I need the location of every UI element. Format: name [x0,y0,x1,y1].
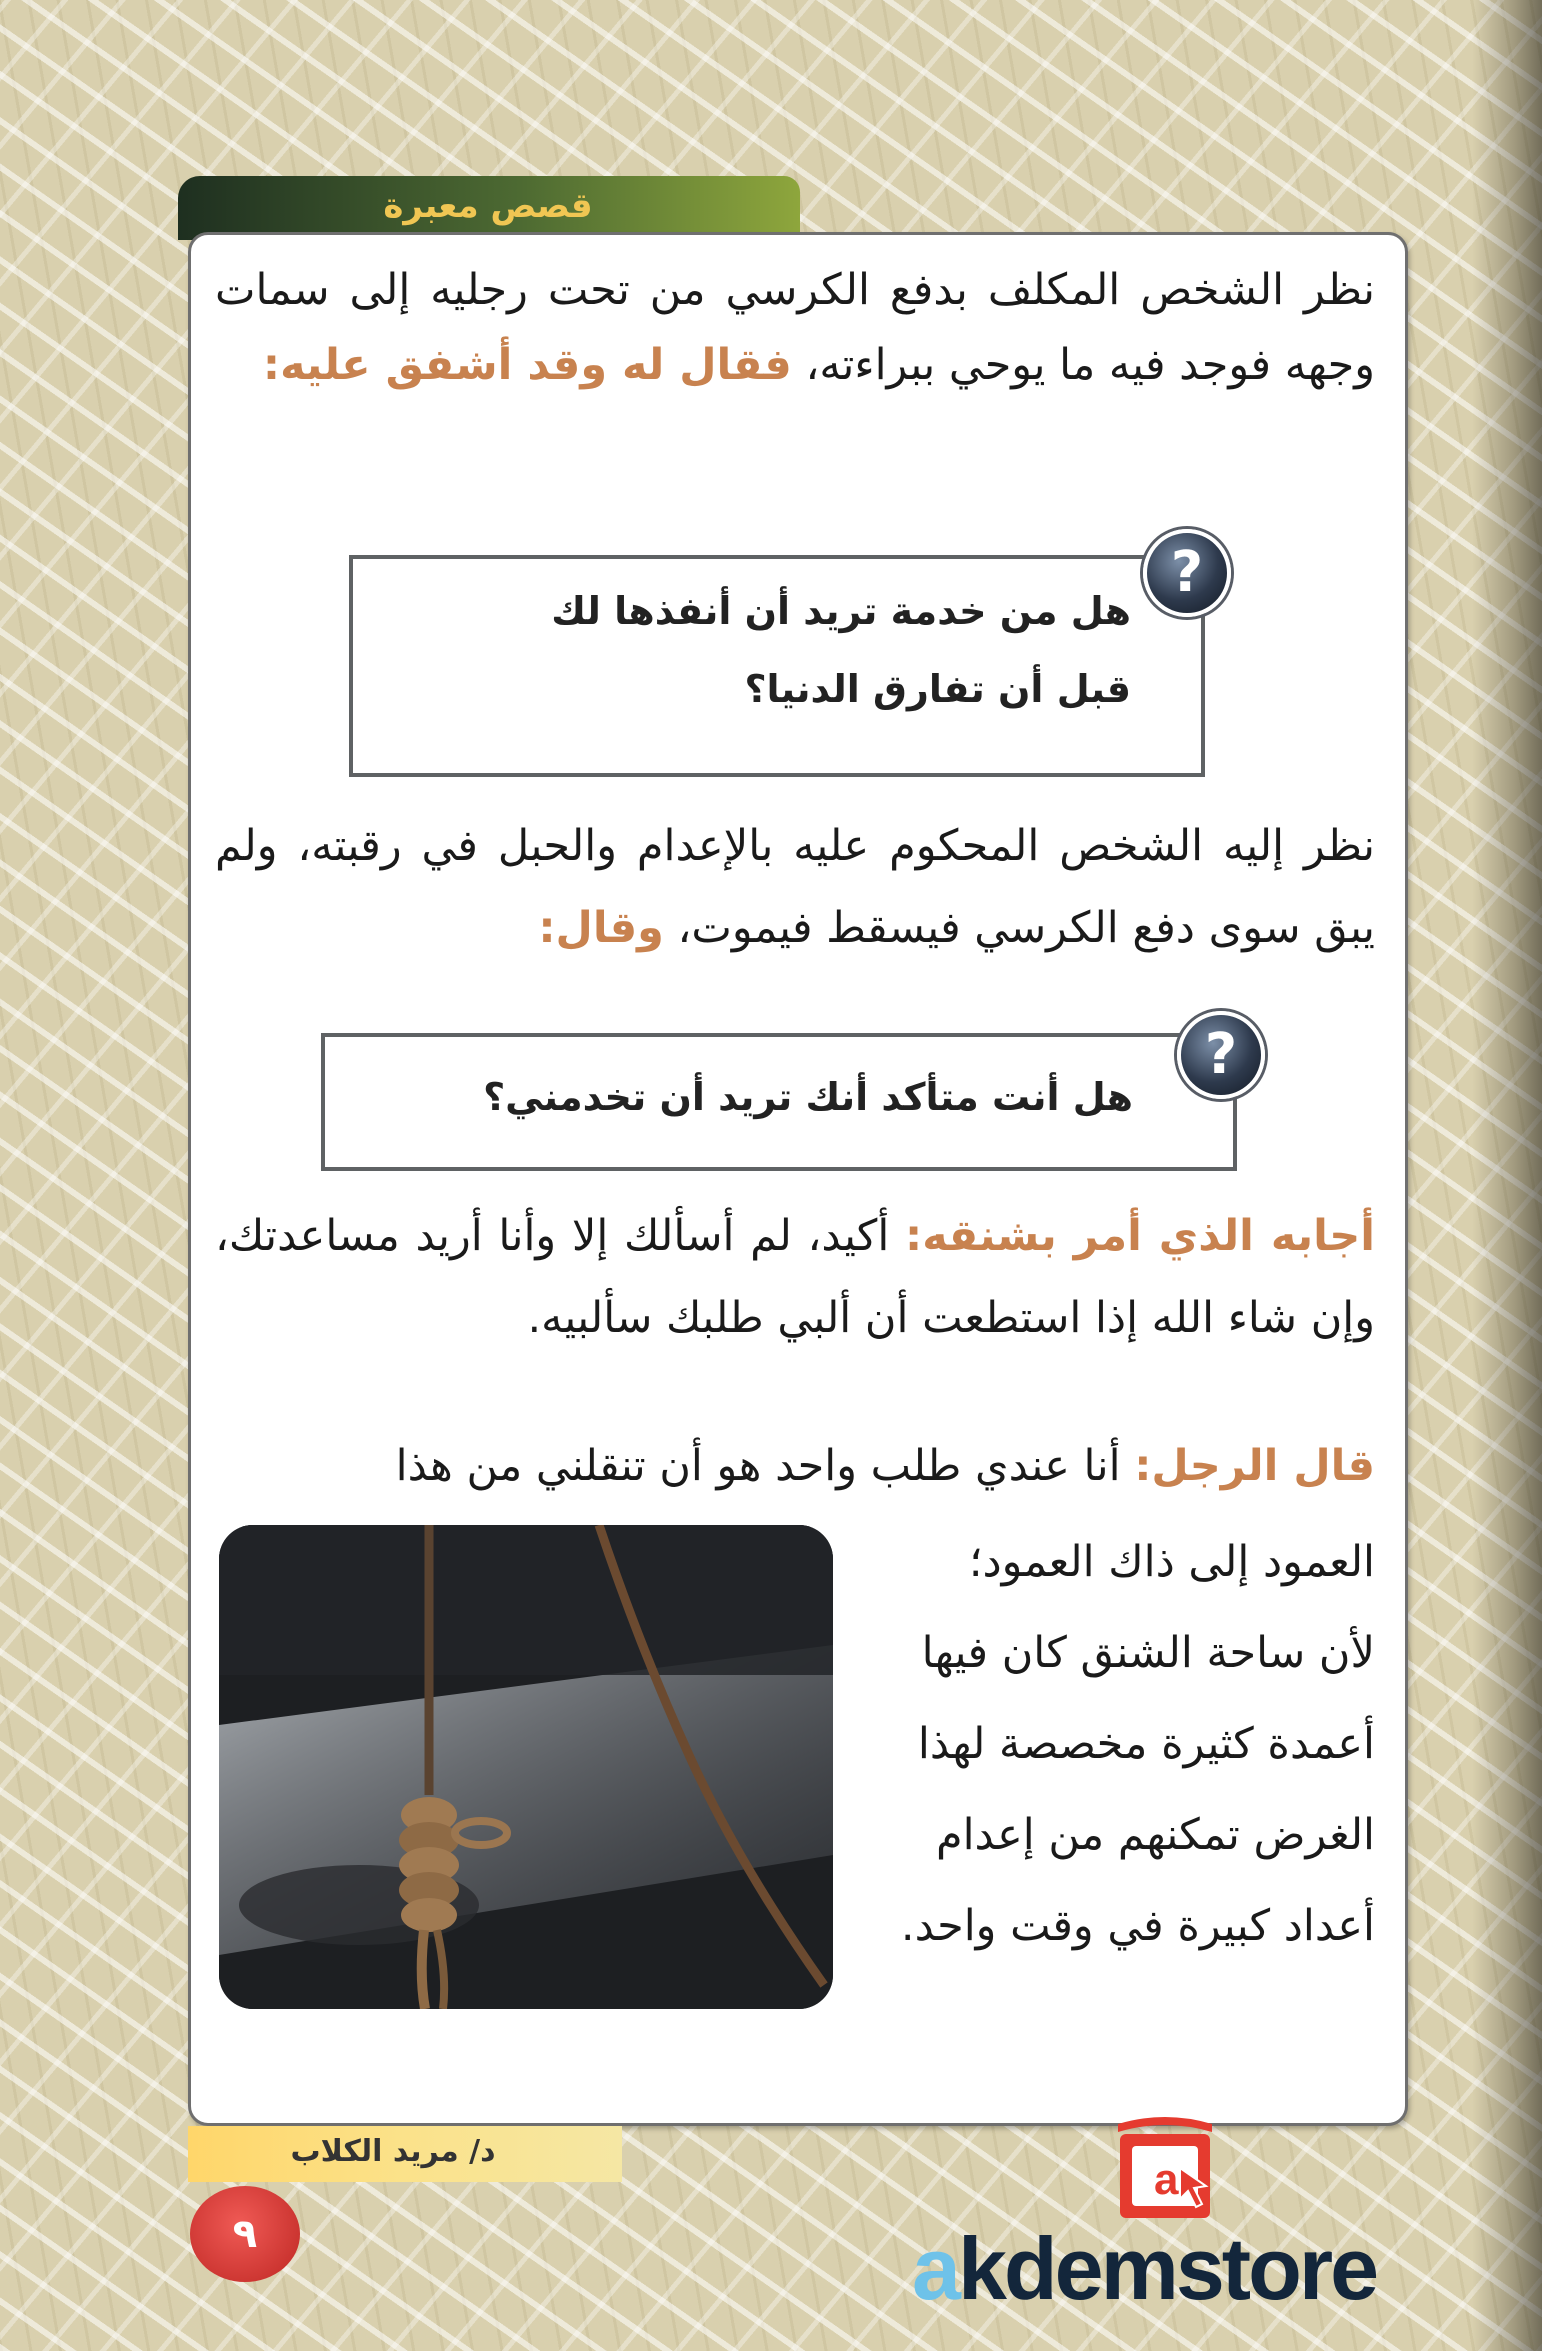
noose-photo [219,1525,833,2009]
question-1-line-2: قبل أن تفارق الدنيا؟ [744,667,1131,711]
store-logo [1110,2112,1220,2224]
paragraph-2 [215,805,1375,969]
paragraph-2-highlight: وقال: [538,903,664,953]
paragraph-3-highlight: أجابه الذي أمر بشنقه: [905,1211,1375,1261]
author-name: د/ مريد الكلاب [290,2134,496,2169]
content-card [188,232,1408,2126]
paragraph-3 [215,1195,1375,1359]
section-title: قصص معبرة [383,186,593,226]
paragraph-1-text: نظر الشخص المكلف بدفع الكرسي من تحت رجليه إلى سمات وجهه فوجد فيه ما يوحي ببراءته، [215,265,1375,390]
paragraph-3-text: أكيد، لم أسألك إلا وأنا أريد مساعدتك، وإن شاء الله إذا استطعت أن ألبي طلبك سألبيه. [215,1211,1375,1343]
paragraph-4-highlight: قال الرجل: [1134,1441,1375,1491]
noose-illustration [219,1525,833,2009]
question-box-1 [349,555,1205,777]
paragraph-2-text: نظر إليه الشخص المحكوم عليه بالإعدام والحبل في رقبته، ولم يبق سوى دفع الكرسي فيسقط فيموت، [215,821,1375,953]
paragraph-5-line: لأن ساحة الشنق كان فيها [921,1628,1375,1678]
question-2-line-1: هل أنت متأكد أنك تريد أن تخدمني؟ [483,1075,1133,1119]
paragraph-5 [855,1517,1375,1972]
page-edge-shadow [1472,0,1542,2351]
question-box-2 [321,1033,1237,1171]
paragraph-4-text: أنا عندي طلب واحد هو أن تنقلني من هذا [395,1441,1121,1491]
section-header-tab [178,176,800,240]
question-icon: ? [1177,1011,1265,1099]
question-icon: ? [1143,529,1231,617]
paragraph-4 [215,1425,1375,1507]
question-1-line-1: هل من خدمة تريد أن أنفذها لك [551,589,1131,633]
paragraph-1-highlight: فقال له وقد أشفق عليه: [262,340,792,390]
brand-letter-a: a [912,2219,958,2318]
paragraph-5-line: أعداد كبيرة في وقت واحد. [900,1901,1375,1951]
paragraph-5-line: أعمدة كثيرة مخصصة لهذا [917,1719,1375,1769]
page-number: ٩ [190,2186,300,2282]
paragraph-5-line: الغرض تمكنهم من إعدام [935,1810,1375,1860]
author-band [188,2126,622,2182]
book-cursor-icon [1110,2112,1220,2224]
brand-rest: kdemstore [957,2219,1377,2318]
paragraph-1 [215,253,1375,403]
store-brand-text [912,2218,1432,2328]
paragraph-5-line: العمود إلى ذاك العمود؛ [968,1537,1375,1587]
logo-letter: a [1154,2155,1179,2204]
